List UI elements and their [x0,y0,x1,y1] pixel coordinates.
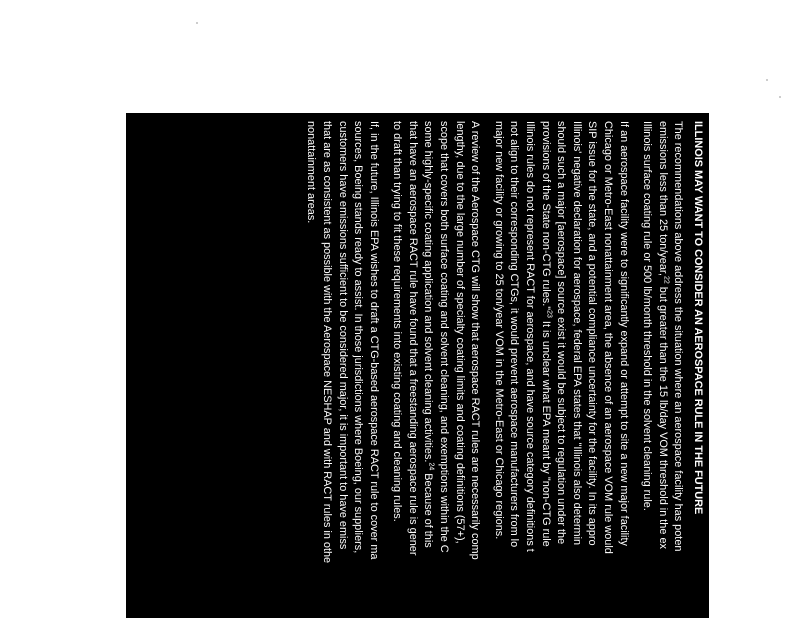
text-line: that have an aerospace RACT rule have found that a freestanding aerospace rule is gener [406,121,419,556]
text-line: A review of the Aerospace CTG will show that aerospace RACT rules are necessarily comp [469,121,482,560]
text-line: some highly-specific coating application and solvent cleaning activities.$^{24}$ Because of this [422,121,436,548]
text-line: If an aerospace facility were to significantly expand or attempt to site a new major facility [617,121,630,546]
scan-speck [196,22,198,24]
text-line: should such a major [aerospace] source exist it would be subject to regulation under the [555,121,568,545]
paragraph-4 [303,121,381,618]
rotated-text-block [126,113,709,618]
text-line: If, in the future, Illinois EPA wishes to draft a CTG-based aerospace RACT rule to cover ma [367,121,380,560]
text-line: scope that covers both surface coating and solvent cleaning, and exemptions within the C [438,121,451,553]
text-line: Illinois rules do not represent RACT for aerospace, and have source category definitions t [524,121,537,552]
text-line: customers have emissions sufficient to be considered major, it is important to have emiss [336,121,349,550]
rotated-document-panel [126,113,709,618]
paragraph-1 [639,121,686,618]
text-line: major new facility or growing to 25 ton/year VOM in the Metro-East or Chicago regions. [492,121,505,540]
text-line: Chicago or Metro-East nonattainment area, the absence of an aerospace VOM rule would [602,121,615,554]
text-line: SIP issue for the state, and a potential compliance uncertainty for the facility. In its appro [586,121,599,546]
scan-speck [766,79,768,81]
text-line: Illinois surface coating rule or 500 lb/month threshold in the solvent cleaning rule. [641,121,654,511]
footnote-ref: 23 [545,310,553,318]
text-line: to draft than trying to fit these requirements into existing coating and cleaning rules. [391,121,404,522]
text-line: sources, Boeing stands ready to assist. In those jurisdictions where Boeing, our suppliers, [352,121,365,554]
text-line: that are as consistent as possible with the Aerospace NESHAP and with RACT rules in othe [320,121,333,564]
text-line: nonattainment areas. [305,121,318,224]
text-line: Illinois' negative declaration for aerospace, federal EPA states that "Illinois also determin [570,121,583,546]
scan-speck [779,96,781,98]
footnote-ref: 24 [428,462,436,471]
footnote-ref: 22 [662,275,670,284]
text-line: The recommendations above address the situation where an aerospace facility has poten [672,121,685,552]
text-line: emissions less than 25 ton/year,$^{22}$ but greater than the 15 lb/day VOM threshold in the ex [656,121,670,549]
section-heading: ILLINOIS MAY WANT TO CONSIDER AN AEROSPACE RULE IN THE FUTURE [692,121,704,515]
text-line: not align to their corresponding CTGs, it would prevent aerospace manufacturers from lo [508,121,521,548]
text-line: provisions of the State non-CTG rules."$^{23}$ It is unclear what EPA meant by "non-CTG rule [539,121,553,547]
paragraph-2 [490,121,630,618]
text-line: lengthy, due to the large number of specialty coating limits and coating definitions (57+), [453,121,466,544]
paragraph-3 [389,121,483,618]
